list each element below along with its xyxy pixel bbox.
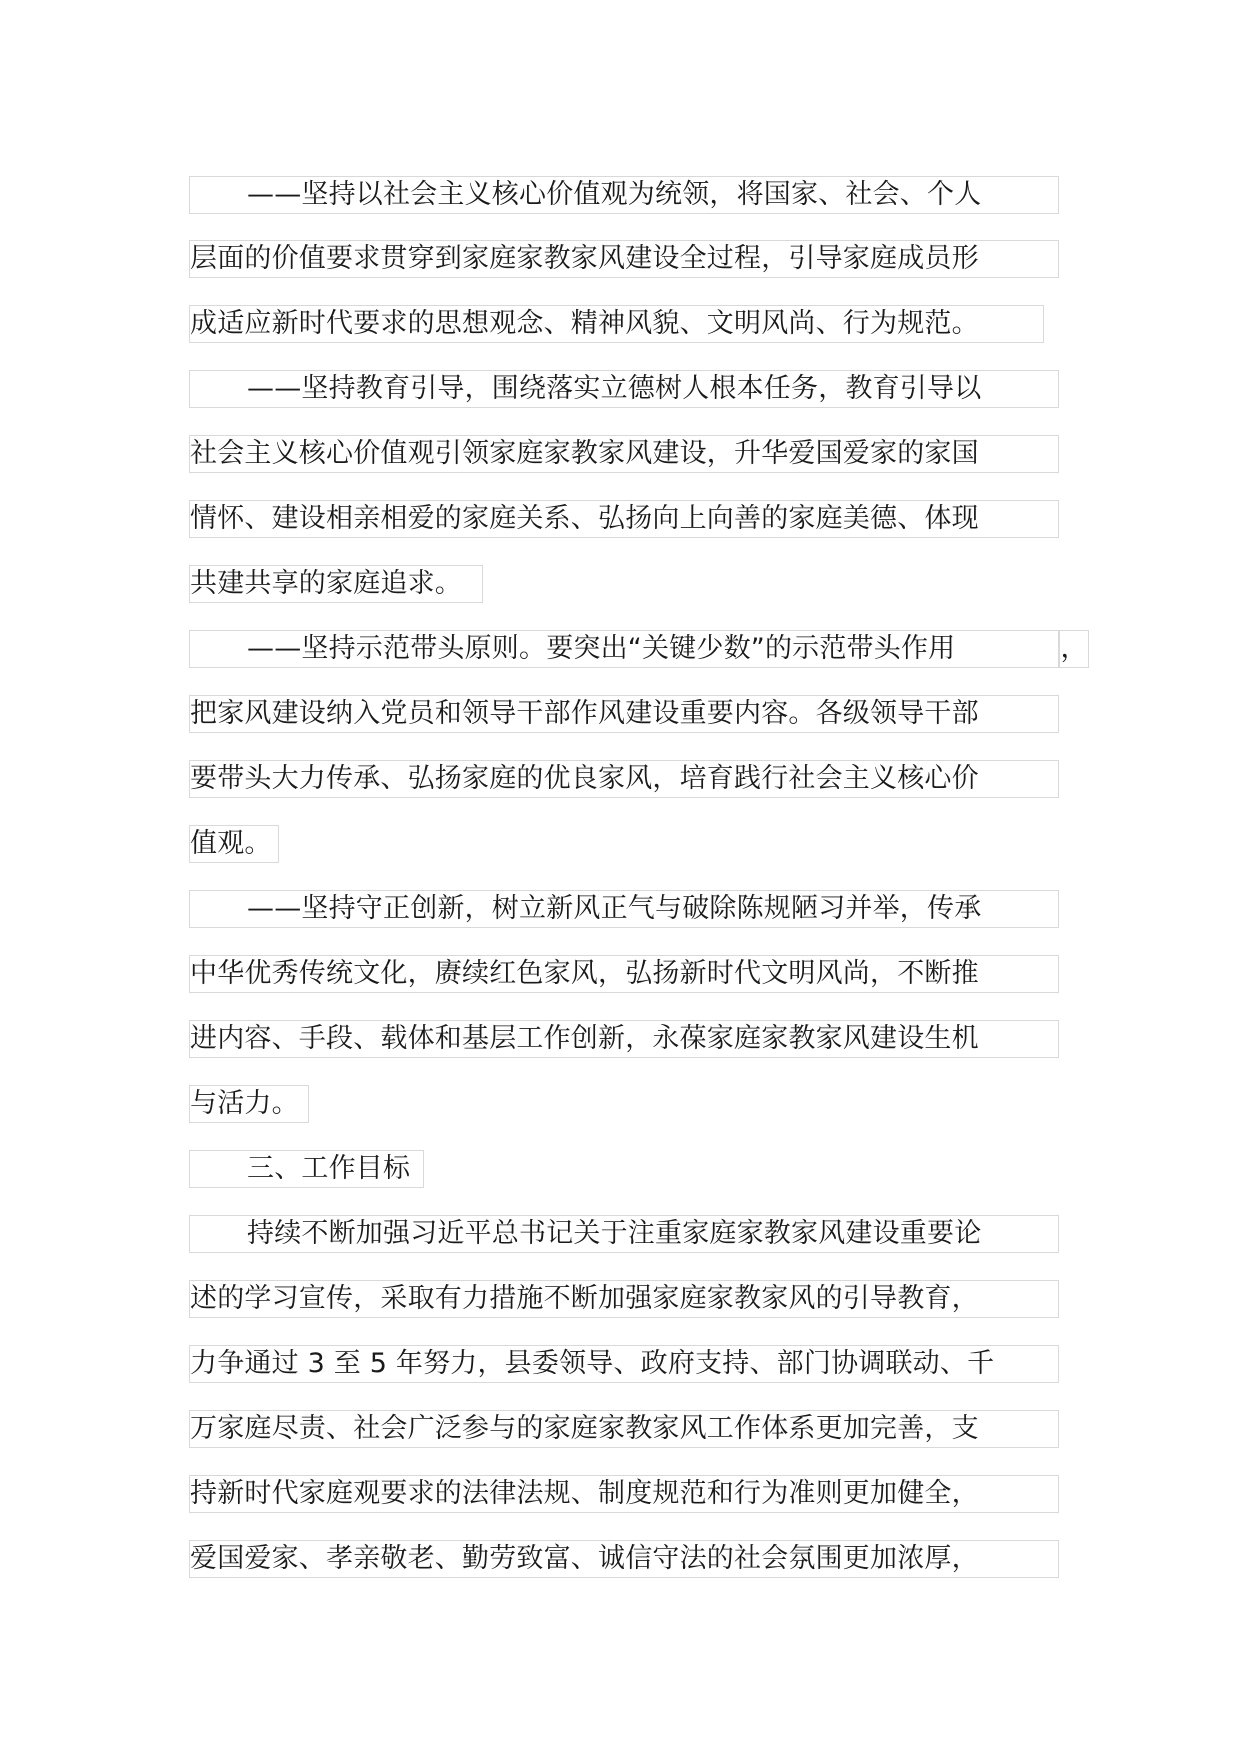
text-line: 把家风建设纳入党员和领导干部作风建设重要内容。各级领导干部 <box>189 695 1059 733</box>
text-line: 层面的价值要求贯穿到家庭家教家风建设全过程，引导家庭成员形 <box>189 240 1059 278</box>
text-line: 成适应新时代要求的思想观念、精神风貌、文明风尚、行为规范。 <box>189 305 1044 343</box>
text-line: 述的学习宣传，采取有力措施不断加强家庭家教家风的引导教育， <box>189 1280 1059 1318</box>
text-line: 社会主义核心价值观引领家庭家教家风建设，升华爱国爱家的家国 <box>189 435 1059 473</box>
text-line: 持续不断加强习近平总书记关于注重家庭家教家风建设重要论 <box>189 1215 1059 1253</box>
text-line: 中华优秀传统文化，赓续红色家风，弘扬新时代文明风尚，不断推 <box>189 955 1059 993</box>
text-line-trailing-punctuation: ， <box>1059 630 1089 668</box>
text-line: 进内容、手段、载体和基层工作创新，永葆家庭家教家风建设生机 <box>189 1020 1059 1058</box>
text-line: ——坚持守正创新，树立新风正气与破除陈规陋习并举，传承 <box>189 890 1059 928</box>
text-line: ——坚持以社会主义核心价值观为统领，将国家、社会、个人 <box>189 176 1059 214</box>
text-line: 万家庭尽责、社会广泛参与的家庭家教家风工作体系更加完善，支 <box>189 1410 1059 1448</box>
text-line: 值观。 <box>189 825 279 863</box>
text-line: 要带头大力传承、弘扬家庭的优良家风，培育践行社会主义核心价 <box>189 760 1059 798</box>
text-line: ——坚持示范带头原则。要突出“关键少数”的示范带头作用 <box>189 630 1059 668</box>
text-line: 与活力。 <box>189 1085 309 1123</box>
text-line: 共建共享的家庭追求。 <box>189 565 483 603</box>
text-line: 爱国爱家、孝亲敬老、勤劳致富、诚信守法的社会氛围更加浓厚， <box>189 1540 1059 1578</box>
text-line: ——坚持教育引导，围绕落实立德树人根本任务，教育引导以 <box>189 370 1059 408</box>
text-line: 情怀、建设相亲相爱的家庭关系、弘扬向上向善的家庭美德、体现 <box>189 500 1059 538</box>
text-line: 力争通过 3 至 5 年努力，县委领导、政府支持、部门协调联动、千 <box>189 1345 1059 1383</box>
text-line: 持新时代家庭观要求的法律法规、制度规范和行为准则更加健全， <box>189 1475 1059 1513</box>
section-heading: 三、工作目标 <box>189 1150 424 1188</box>
